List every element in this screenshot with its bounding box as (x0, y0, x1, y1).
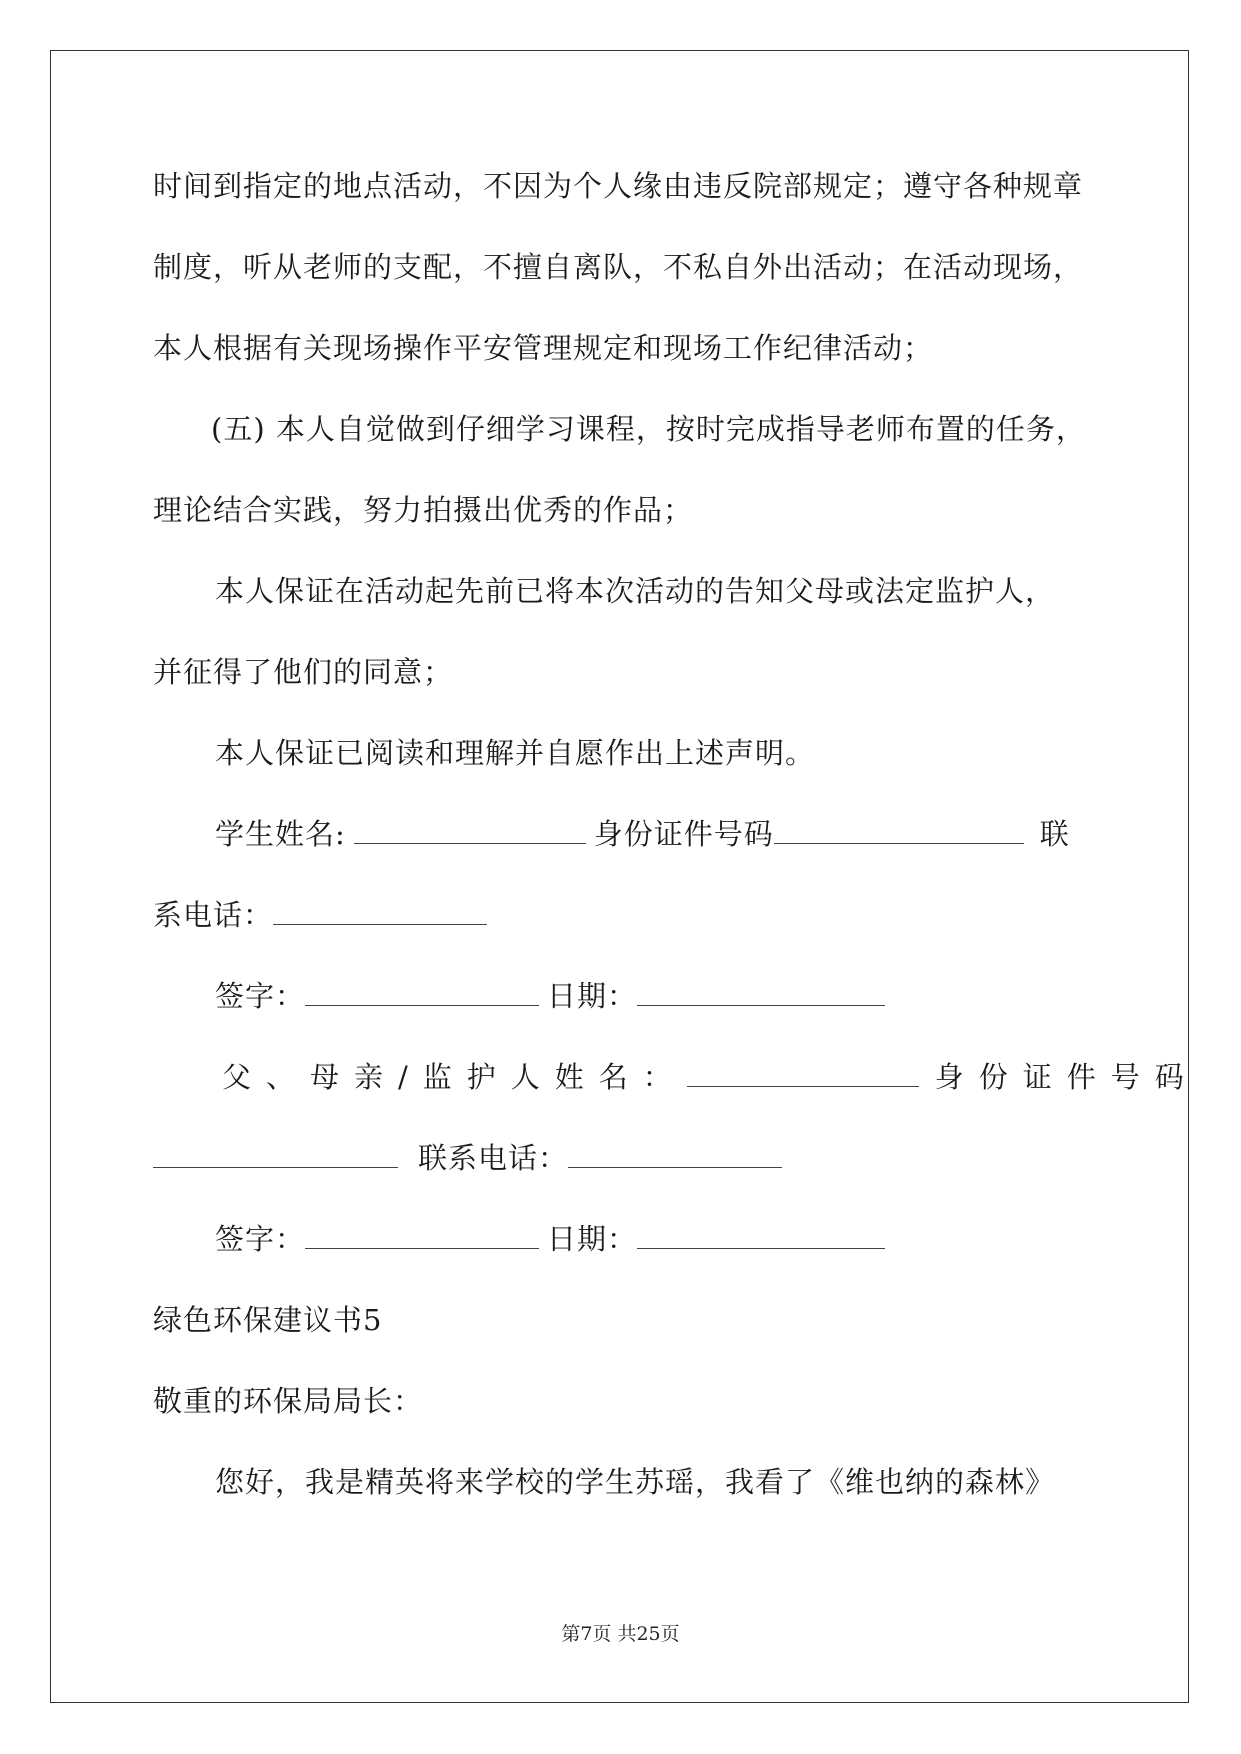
contact-label: 系电话： (153, 898, 274, 932)
student-sign-row (215, 976, 1155, 1016)
student-date-field[interactable] (637, 979, 885, 1006)
student-name-field[interactable] (354, 817, 586, 844)
date-label: 日期： (547, 979, 638, 1013)
date-label: 日期： (547, 1222, 638, 1256)
guardian-name-label: 父、母亲/监护人姓名： (222, 1060, 687, 1094)
body-text-line: 并征得了他们的同意； (153, 655, 454, 689)
body-text-line: 制度，听从老师的支配，不擅自离队，不私自外出活动；在活动现场， (153, 250, 1084, 284)
body-text-line: 本人保证在活动起先前已将本次活动的告知父母或法定监护人， (215, 574, 1056, 608)
guardian-signature-field[interactable] (305, 1222, 539, 1249)
body-text-line: 时间到指定的地点活动，不因为个人缘由违反院部规定；遵守各种规章 (153, 169, 1084, 203)
guardian-contact-row (153, 1138, 1093, 1178)
page-border (50, 50, 1189, 1703)
guardian-date-field[interactable] (637, 1222, 885, 1249)
body-text-line: 理论结合实践，努力拍摄出优秀的作品； (153, 493, 694, 527)
id-number-field[interactable] (774, 817, 1024, 844)
guardian-id-field[interactable] (153, 1141, 398, 1168)
sign-label: 签字： (215, 979, 306, 1013)
guardian-phone-field[interactable] (568, 1141, 782, 1168)
guardian-info-row (222, 1057, 1199, 1097)
body-text-line: 本人保证已阅读和理解并自愿作出上述声明。 (215, 736, 816, 770)
body-text-line: 您好，我是精英将来学校的学生苏瑶，我看了《维也纳的森林》 (215, 1465, 1056, 1499)
page-number-footer: 第7页 共25页 (561, 1623, 680, 1645)
id-number-label: 身份证件号码 (593, 817, 774, 851)
body-text-line: 本人根据有关现场操作平安管理规定和现场工作纪律活动； (153, 331, 934, 365)
guardian-contact-label: 联系电话： (418, 1141, 569, 1175)
guardian-id-label: 身份证件号码 (934, 1060, 1199, 1094)
salutation: 敬重的环保局局长： (153, 1384, 424, 1418)
contact-label-start: 联 (1039, 817, 1070, 851)
student-info-row (215, 814, 1155, 854)
section-title: 绿色环保建议书5 (153, 1303, 383, 1337)
student-contact-row (153, 895, 1093, 935)
student-signature-field[interactable] (305, 979, 539, 1006)
guardian-name-field[interactable] (687, 1060, 919, 1087)
body-text-line: (五) 本人自觉做到仔细学习课程，按时完成指导老师布置的任务， (211, 412, 1086, 446)
guardian-sign-row (215, 1219, 1155, 1259)
sign-label: 签字： (215, 1222, 306, 1256)
student-phone-field[interactable] (273, 898, 487, 925)
student-name-label: 学生姓名: (215, 817, 346, 851)
